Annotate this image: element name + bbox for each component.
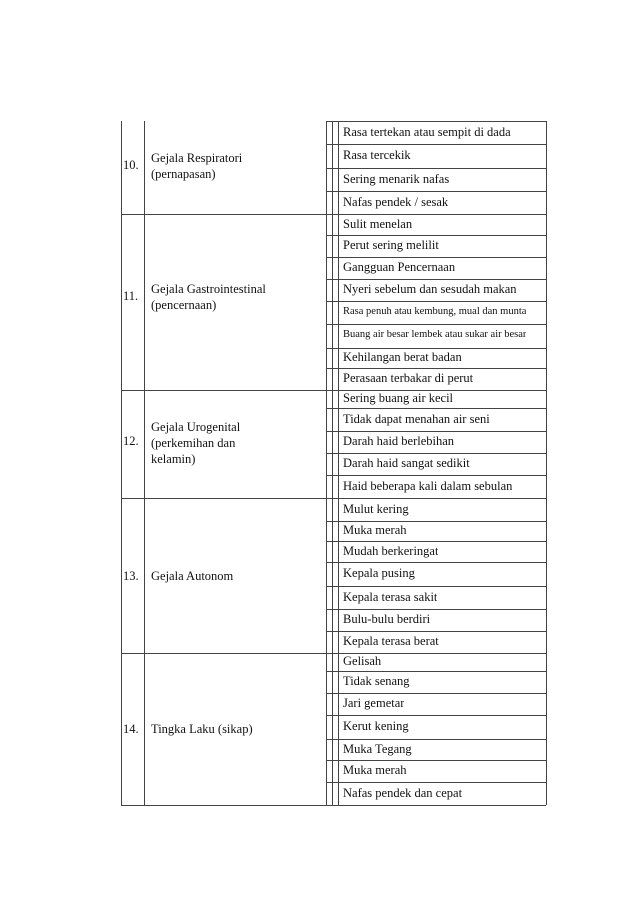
checkbox-inner-border: [332, 214, 333, 390]
list-item-text: Mulut kering: [343, 501, 409, 516]
item-row-border: [326, 453, 546, 454]
list-item-text: Nafas pendek / sesak: [343, 194, 449, 209]
item-checkbox[interactable]: [327, 369, 332, 390]
list-item-text: Kepala terasa sakit: [343, 589, 438, 604]
section-number: 10.: [123, 158, 139, 172]
item-row-border: [326, 191, 546, 192]
item-row-border: [326, 408, 546, 409]
table-right-border: [546, 498, 547, 653]
item-checkbox[interactable]: [327, 654, 332, 671]
section-border: [121, 214, 546, 215]
item-checkbox[interactable]: [327, 563, 332, 586]
item-checkbox[interactable]: [327, 761, 332, 782]
list-item-text: Sulit menelan: [343, 216, 413, 231]
item-checkbox[interactable]: [327, 302, 332, 324]
checkbox-inner-border: [332, 390, 333, 498]
section-number: 12.: [123, 434, 139, 448]
list-item-text: Rasa tercekik: [343, 148, 411, 162]
item-checkbox[interactable]: [327, 391, 332, 408]
item-row-border: [326, 586, 546, 587]
number-column-border: [144, 214, 145, 390]
item-column-border: [338, 390, 339, 498]
list-item-text: Tidak dapat menahan air seni: [343, 411, 490, 426]
item-row-border: [326, 541, 546, 542]
list-item-text: Muka Tegang: [343, 741, 412, 756]
item-row-border: [326, 760, 546, 761]
item-checkbox[interactable]: [327, 672, 332, 693]
list-item-text: Kepala terasa berat: [343, 634, 439, 648]
item-row-border: [326, 144, 546, 145]
item-row-border: [326, 235, 546, 236]
table-left-border: [121, 390, 122, 498]
item-checkbox[interactable]: [327, 522, 332, 541]
number-column-border: [144, 498, 145, 653]
table-left-border: [121, 214, 122, 390]
list-item-text: Darah haid sangat sedikit: [343, 456, 470, 470]
item-checkbox[interactable]: [327, 610, 332, 631]
item-row-border: [326, 301, 546, 302]
item-row-border: [326, 368, 546, 369]
item-column-border: [338, 214, 339, 390]
section-category: Gejala Respiratori: [151, 151, 243, 165]
item-checkbox[interactable]: [327, 409, 332, 431]
number-column-border: [144, 390, 145, 498]
list-item-text: Perasaan terbakar di perut: [343, 371, 474, 385]
item-row-border: [326, 671, 546, 672]
list-item-text: Kehilangan berat badan: [343, 350, 462, 364]
list-item-text: Perut sering melilit: [343, 238, 439, 252]
list-item-text: Jari gemetar: [343, 696, 405, 710]
list-item-text: Buang air besar lembek atau sukar air besar: [343, 329, 527, 340]
table-right-border: [546, 214, 547, 390]
item-row-border: [326, 782, 546, 783]
item-checkbox[interactable]: [327, 280, 332, 301]
item-checkbox[interactable]: [327, 542, 332, 562]
item-row-border: [326, 431, 546, 432]
item-row-border: [326, 168, 546, 169]
table-left-border: [121, 498, 122, 653]
item-row-border: [326, 631, 546, 632]
list-item-text: Muka merah: [343, 523, 407, 537]
item-checkbox[interactable]: [327, 349, 332, 368]
section-number: 11.: [123, 289, 139, 303]
list-item-text: Rasa tertekan atau sempit di dada: [343, 124, 511, 139]
item-row-border: [326, 257, 546, 258]
item-row-border: [326, 324, 546, 325]
list-item-text: Muka merah: [343, 763, 407, 777]
section-number: 13.: [123, 568, 139, 583]
number-column-border: [144, 121, 145, 214]
item-row-border: [326, 693, 546, 694]
section-category: (pernapasan): [151, 167, 216, 181]
item-row-border: [326, 562, 546, 563]
list-item-text: Nafas pendek dan cepat: [343, 785, 463, 800]
section-category: kelamin): [151, 452, 196, 466]
item-row-border: [326, 609, 546, 610]
table-left-border: [121, 653, 122, 805]
section-category: (pencernaan): [151, 298, 217, 312]
section-category: Gejala Gastrointestinal: [151, 282, 266, 296]
list-item-text: Mudah berkeringat: [343, 543, 439, 558]
list-item-text: Rasa penuh atau kembung, mual dan munta: [343, 305, 527, 317]
item-checkbox[interactable]: [327, 499, 332, 521]
section-category: Gejala Autonom: [151, 568, 234, 583]
list-item-text: Kerut kening: [343, 719, 409, 733]
section-border: [121, 498, 546, 499]
list-item-text: Haid beberapa kali dalam sebulan: [343, 478, 513, 493]
table-top-border: [326, 121, 546, 122]
item-checkbox[interactable]: [327, 169, 332, 191]
section-category: (perkemihan dan: [151, 436, 236, 450]
item-row-border: [326, 715, 546, 716]
table-left-border: [121, 121, 122, 214]
section-number: 14.: [123, 722, 139, 736]
item-checkbox[interactable]: [327, 694, 332, 715]
item-row-border: [326, 521, 546, 522]
item-checkbox[interactable]: [327, 258, 332, 279]
list-item-text: Kepala pusing: [343, 566, 415, 580]
item-checkbox[interactable]: [327, 236, 332, 257]
item-checkbox[interactable]: [327, 122, 332, 144]
list-item-text: Sering buang air kecil: [343, 391, 454, 405]
table-right-border: [546, 121, 547, 214]
item-row-border: [326, 279, 546, 280]
section-category: Gejala Urogenital: [151, 420, 241, 434]
item-checkbox[interactable]: [327, 192, 332, 214]
item-checkbox[interactable]: [327, 476, 332, 498]
list-item-text: Gelisah: [343, 654, 382, 668]
list-item-text: Tidak senang: [343, 674, 410, 688]
item-checkbox[interactable]: [327, 325, 332, 348]
item-checkbox[interactable]: [327, 740, 332, 760]
table-bottom-border: [121, 805, 546, 806]
item-checkbox[interactable]: [327, 454, 332, 475]
item-checkbox[interactable]: [327, 432, 332, 453]
list-item-text: Bulu-bulu berdiri: [343, 612, 431, 626]
number-column-border: [144, 653, 145, 805]
item-checkbox[interactable]: [327, 632, 332, 653]
section-border: [121, 653, 546, 654]
item-row-border: [326, 739, 546, 740]
list-item-text: Darah haid berlebihan: [343, 434, 455, 448]
item-checkbox[interactable]: [327, 783, 332, 805]
table-right-border: [546, 390, 547, 498]
item-row-border: [326, 475, 546, 476]
section-category: Tingka Laku (sikap): [151, 722, 253, 736]
item-row-border: [326, 348, 546, 349]
list-item-text: Sering menarik nafas: [343, 171, 450, 186]
item-checkbox[interactable]: [327, 215, 332, 235]
item-checkbox[interactable]: [327, 145, 332, 168]
item-checkbox[interactable]: [327, 587, 332, 609]
item-checkbox[interactable]: [327, 716, 332, 739]
section-border: [121, 390, 546, 391]
table-right-border: [546, 653, 547, 805]
list-item-text: Gangguan Pencernaan: [343, 260, 456, 274]
list-item-text: Nyeri sebelum dan sesudah makan: [343, 282, 517, 296]
